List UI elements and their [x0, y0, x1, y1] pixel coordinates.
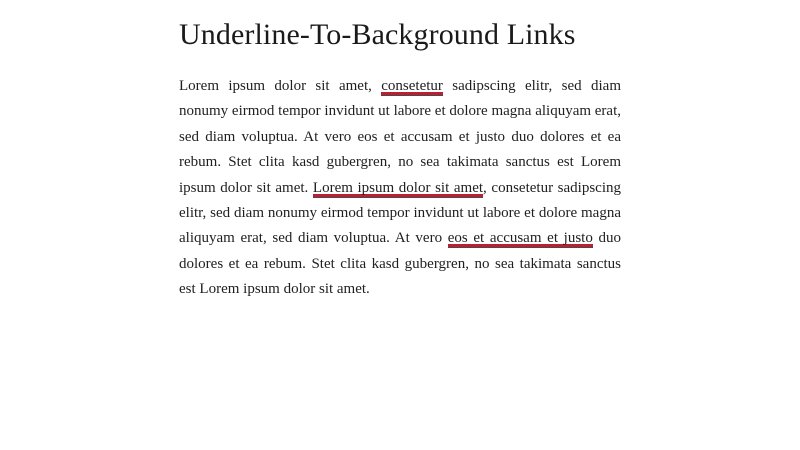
inline-link-consetetur[interactable]: consetetur [381, 78, 443, 94]
text-run: Lorem ipsum dolor sit amet, [179, 78, 382, 94]
page-title: Underline-To-Background Links [179, 18, 576, 51]
inline-link-eos-et-accusam-et-justo[interactable]: eos et accusam et justo [447, 230, 593, 247]
text-run: , consetetur sadipscing elitr, sed diam nonumy eirmod tempor invidunt ut labore et dolore magna aliquyam erat, sed diam voluptua. At vero [179, 179, 622, 247]
inline-link-lorem-ipsum-dolor-sit-amet[interactable]: Lorem ipsum dolor sit amet [312, 179, 484, 196]
body-paragraph [179, 74, 621, 303]
text-run: sadipscing elitr, sed diam nonumy eirmod tempor invidunt ut labore et dolore magna aliquyam erat, sed diam voluptua. At vero eos et accusam et justo duo dolores et ea rebum. Stet clita kasd gubergren, no sea takimata sanctus est Lorem ipsum dolor sit amet. [179, 78, 621, 196]
text-run: duo dolores et ea rebum. Stet clita kasd gubergren, no sea takimata sanctus est Lorem ipsum dolor sit amet. [179, 230, 622, 298]
